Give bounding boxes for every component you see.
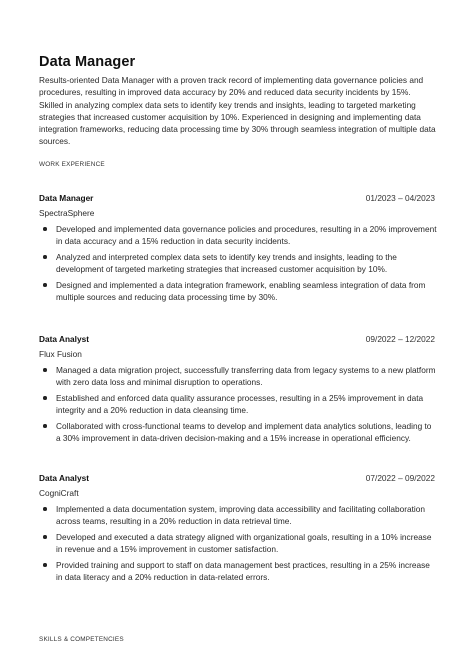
job-achievements [39, 364, 437, 444]
bullet-icon [43, 227, 47, 231]
achievement-text: Provided training and support to staff on data management best practices, resulting in a 25% increase in data literacy and a 20% reduction in data-related errors. [56, 560, 430, 583]
job-company: Flux Fusion [39, 349, 82, 359]
job-entry [39, 473, 437, 587]
job-title: Data Analyst [39, 334, 89, 344]
achievement-text: Established and enforced data quality assurance processes, resulting in a 25% improvement in data integrity and a 20% reduction in data cleansing time. [56, 393, 424, 416]
achievement-text: Developed and executed a data strategy aligned with organizational goals, resulting in a 10% increase in revenue and a 15% improvement in customer satisfaction. [56, 532, 432, 555]
achievement-item [39, 364, 437, 388]
achievement-item [39, 503, 437, 527]
achievement-item [39, 531, 437, 555]
job-achievements [39, 223, 437, 303]
achievement-text: Collaborated with cross-functional teams to develop and implement data analytics solutions, leading to a 30% improvement in data-driven decision-making and a 15% increase in operational efficiency. [56, 421, 432, 444]
achievement-item [39, 420, 437, 444]
bullet-icon [43, 424, 47, 428]
job-title: Data Analyst [39, 473, 89, 483]
achievement-text: Implemented a data documentation system, improving data accessibility and facilitating collaboration across teams, resulting in a 20% reduction in data retrieval time. [56, 504, 425, 527]
job-dates: 07/2022 – 09/2022 [365, 473, 435, 483]
achievement-text: Designed and implemented a data integration framework, enabling seamless integration of data from multiple sources and reducing data processing time by 30%. [56, 280, 426, 303]
resume-title: Data Manager [39, 54, 136, 70]
bullet-icon [43, 283, 47, 287]
job-title: Data Manager [39, 193, 94, 203]
job-dates: 09/2022 – 12/2022 [365, 334, 435, 344]
achievement-item [39, 279, 437, 303]
skills-heading: SKILLS & COMPETENCIES [39, 636, 124, 643]
job-entry [39, 193, 437, 307]
achievement-text: Developed and implemented data governance policies and procedures, resulting in a 20% improvement in data accuracy and a 15% reduction in data security incidents. [56, 224, 437, 247]
achievement-item [39, 251, 437, 275]
professional-summary: Results-oriented Data Manager with a proven track record of implementing data governance policies and procedures, resulting in improved data accuracy by 20% and reduced data security incidents by 15%. Skilled in analyzing complex data sets to identify key trends and insights, leading to targeted marketing strategies that increased customer acquisition by 10%. Experienced in designing and implementing data integration frameworks, reducing data processing time by 30% through seamless integration of multiple data sources. [39, 75, 436, 147]
bullet-icon [43, 396, 47, 400]
job-entry [39, 334, 437, 448]
job-company: CogniCraft [39, 488, 79, 498]
achievement-text: Managed a data migration project, successfully transferring data from legacy systems to a new platform with zero data loss and minimal disruption to operations. [56, 365, 436, 388]
bullet-icon [43, 535, 47, 539]
achievement-item [39, 223, 437, 247]
achievement-item [39, 392, 437, 416]
job-achievements [39, 503, 437, 583]
job-company: SpectraSphere [39, 208, 95, 218]
bullet-icon [43, 255, 47, 259]
bullet-icon [43, 563, 47, 567]
job-dates: 01/2023 – 04/2023 [365, 193, 435, 203]
bullet-icon [43, 507, 47, 511]
bullet-icon [43, 368, 47, 372]
achievement-text: Analyzed and interpreted complex data sets to identify key trends and insights, leading to the development of targeted marketing strategies that increased customer acquisition by 10%. [56, 252, 397, 275]
achievement-item [39, 559, 437, 583]
work-experience-heading: WORK EXPERIENCE [39, 161, 105, 168]
